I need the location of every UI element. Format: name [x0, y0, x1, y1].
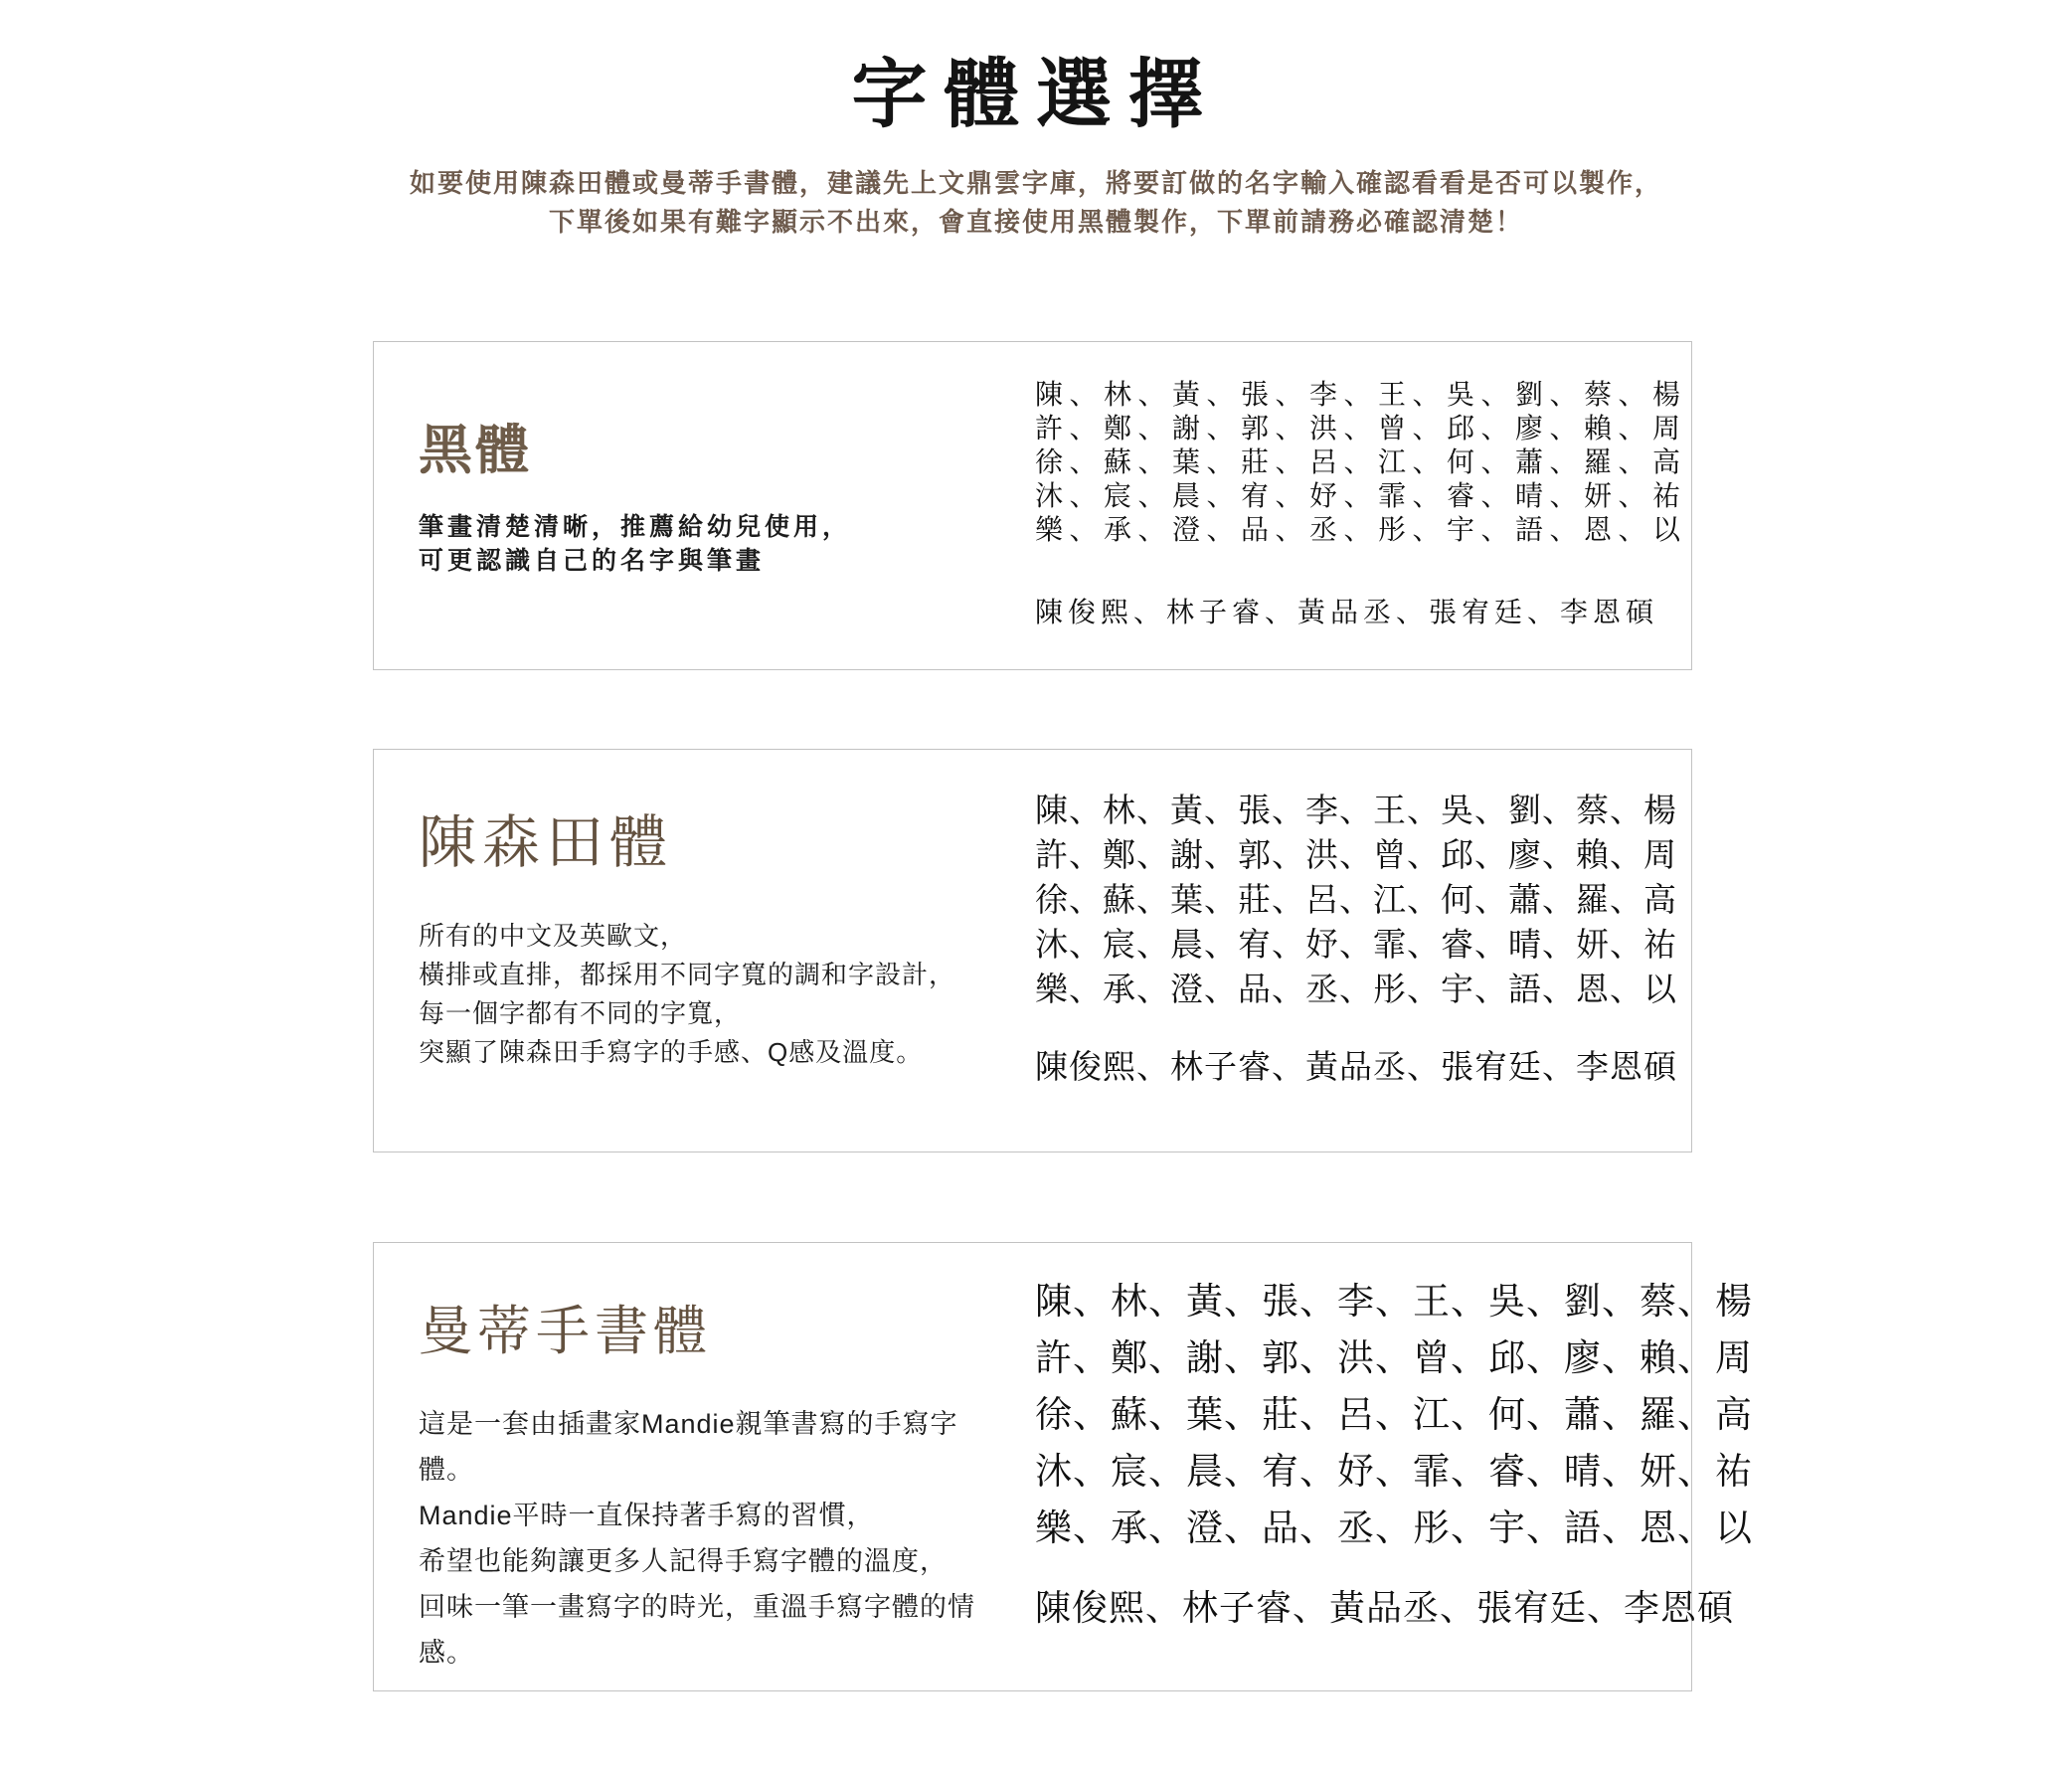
chensentian-sample-column — [995, 750, 1699, 1088]
chensentian-description — [419, 917, 995, 1072]
heiti-sample-names: 陳俊熙、林子睿、黃品丞、張宥廷、李恩碩 — [1035, 597, 1659, 627]
heiti-description-line-1: 筆畫清楚清晰，推薦給幼兒使用， — [419, 513, 852, 541]
heiti-info-column — [374, 342, 995, 578]
heiti-sample-row-3: 徐、蘇、葉、莊、呂、江、何、蕭、羅、高 — [1035, 446, 1687, 477]
mandie-description — [419, 1401, 995, 1676]
intro-note-line-1: 如要使用陳森田體或曼蒂手書體，建議先上文鼎雲字庫，將要訂做的名字輸入確認看看是否可以製作， — [409, 168, 1662, 198]
chensentian-description-line-3: 每一個字都有不同的字寬， — [419, 998, 742, 1028]
mandie-sample-names: 陳俊熙、林子睿、黃品丞、張宥廷、李恩碩 — [1035, 1587, 1735, 1628]
chensentian-sample-row-3: 徐、蘇、葉、莊、呂、江、何、蕭、羅、高 — [1035, 881, 1677, 918]
mandie-sample-row-4: 沐、宸、晨、宥、妤、霏、睿、晴、妍、祐 — [1035, 1451, 1753, 1492]
heiti-sample-column — [995, 342, 1709, 630]
chensentian-sample-names: 陳俊熙、林子睿、黃品丞、張宥廷、李恩碩 — [1035, 1048, 1677, 1085]
chensentian-sample-row-4: 沐、宸、晨、宥、妤、霏、睿、晴、妍、祐 — [1035, 926, 1677, 963]
mandie-description-line-4: 回味一筆一畫寫字的時光，重溫手寫字體的情感。 — [419, 1592, 975, 1668]
chensentian-description-line-4: 突顯了陳森田手寫字的手感、Q感及溫度。 — [419, 1037, 924, 1067]
mandie-description-line-2: Mandie平時一直保持著手寫的習慣， — [419, 1501, 875, 1530]
heiti-sample-row-2: 許、鄭、謝、郭、洪、曾、邱、廖、賴、周 — [1035, 413, 1687, 443]
chensentian-description-line-1: 所有的中文及英歐文， — [419, 921, 688, 951]
font-selection-page — [0, 34, 2072, 1772]
chensentian-sample-row-2: 許、鄭、謝、郭、洪、曾、邱、廖、賴、周 — [1035, 836, 1677, 873]
mandie-info-column — [374, 1243, 995, 1676]
mandie-description-line-3: 希望也能夠讓更多人記得手寫字體的溫度， — [419, 1546, 948, 1576]
mandie-description-line-1: 這是一套由插畫家Mandie親筆書寫的手寫字體。 — [419, 1409, 958, 1485]
mandie-sample-row-5: 樂、承、澄、品、丞、彤、宇、語、恩、以 — [1035, 1507, 1753, 1548]
chensentian-sample-row-1: 陳、林、黃、張、李、王、吳、劉、蔡、楊 — [1035, 792, 1677, 828]
font-card-heiti — [373, 341, 1692, 670]
heiti-description-line-2: 可更認識自己的名字與筆畫 — [419, 547, 766, 575]
intro-note — [0, 164, 2072, 242]
chensentian-sample-row-5: 樂、承、澄、品、丞、彤、宇、語、恩、以 — [1035, 971, 1677, 1007]
mandie-sample-row-3: 徐、蘇、葉、莊、呂、江、何、蕭、羅、高 — [1035, 1394, 1753, 1435]
mandie-sample-row-1: 陳、林、黃、張、李、王、吳、劉、蔡、楊 — [1035, 1281, 1753, 1322]
page-title: 字體選擇 — [851, 53, 1221, 137]
chensentian-font-name: 陳森田體 — [419, 810, 674, 875]
mandie-sample-column — [995, 1243, 1775, 1631]
intro-note-line-2: 下單後如果有難字顯示不出來，會直接使用黑體製作，下單前請務必確認清楚！ — [548, 207, 1523, 237]
font-card-chensentian — [373, 749, 1692, 1152]
heiti-sample-row-4: 沐、宸、晨、宥、妤、霏、睿、晴、妍、祐 — [1035, 480, 1687, 511]
mandie-font-name: 曼蒂手書體 — [419, 1302, 712, 1361]
heiti-font-name: 黑體 — [419, 421, 532, 480]
heiti-description — [419, 510, 995, 578]
chensentian-description-line-2: 橫排或直排，都採用不同字寬的調和字設計， — [419, 960, 956, 989]
mandie-sample-row-2: 許、鄭、謝、郭、洪、曾、邱、廖、賴、周 — [1035, 1337, 1753, 1378]
chensentian-info-column — [374, 750, 995, 1072]
font-card-mandie — [373, 1242, 1753, 1691]
heiti-sample-row-1: 陳、林、黃、張、李、王、吳、劉、蔡、楊 — [1035, 379, 1687, 410]
heiti-sample-row-5: 樂、承、澄、品、丞、彤、宇、語、恩、以 — [1035, 514, 1687, 545]
